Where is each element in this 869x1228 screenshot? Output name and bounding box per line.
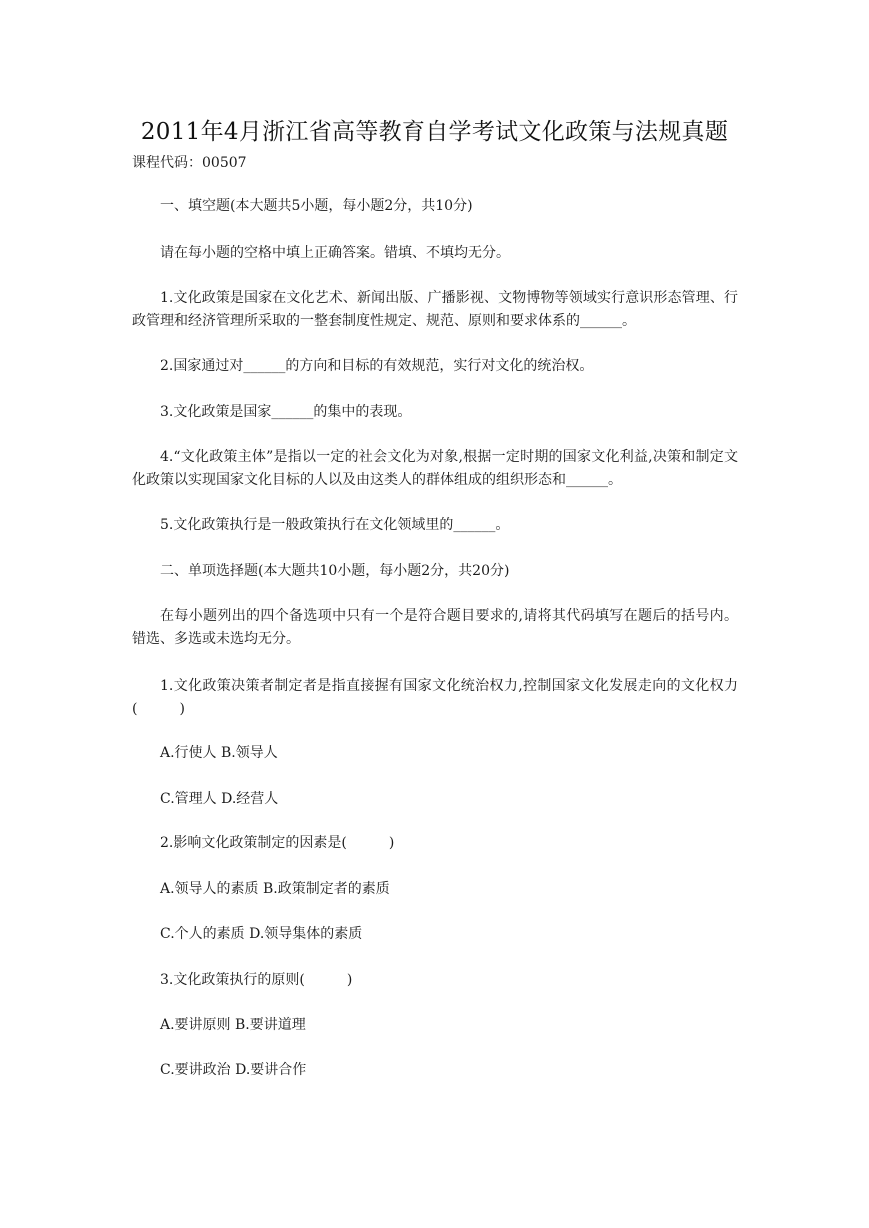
fill-question-2: 2.国家通过对______的方向和目标的有效规范，实行对文化的统治权。 [160, 358, 594, 374]
choice-question-2: 2.影响文化政策制定的因素是( ) [160, 835, 395, 851]
fill-question-5: 5.文化政策执行是一般政策执行在文化领域里的______。 [160, 517, 510, 533]
section2-heading: 二、单项选择题(本大题共10小题，每小题2分，共20分) [160, 563, 510, 579]
choice-question-1: 1.文化政策决策者制定者是指直接握有国家文化统治权力,控制国家文化发展走向的文化权力( ) [132, 678, 738, 717]
page-title: 2011年4月浙江省高等教育自学考试文化政策与法规真题 [140, 119, 729, 145]
choice-question-1-options-cd: C.管理人 D.经营人 [160, 791, 279, 807]
course-code: 课程代码：00507 [132, 155, 247, 171]
choice-question-3-options-ab: A.要讲原则 B.要讲道理 [160, 1017, 306, 1033]
fill-question-1: 1.文化政策是国家在文化艺术、新闻出版、广播影视、文物博物等领域实行意识形态管理、行政管理和经济管理所采取的一整套制度性规定、规范、原则和要求体系的______。 [132, 290, 738, 329]
section1-heading: 一、填空题(本大题共5小题，每小题2分，共10分) [160, 198, 473, 214]
fill-question-4: 4.“文化政策主体”是指以一定的社会文化为对象,根据一定时期的国家文化利益,决策和制定文化政策以实现国家文化目标的人以及由这类人的群体组成的组织形态和______。 [132, 449, 738, 488]
section1-instruction: 请在每小题的空格中填上正确答案。错填、不填均无分。 [160, 245, 510, 261]
section2-instruction: 在每小题列出的四个备选项中只有一个是符合题目要求的,请将其代码填写在题后的括号内。错选、多选或未选均无分。 [132, 608, 738, 647]
choice-question-1-options-ab: A.行使人 B.领导人 [160, 745, 278, 761]
choice-question-2-options-ab: A.领导人的素质 B.政策制定者的素质 [160, 881, 390, 897]
choice-question-2-options-cd: C.个人的素质 D.领导集体的素质 [160, 926, 363, 942]
fill-question-3: 3.文化政策是国家______的集中的表现。 [160, 404, 412, 420]
choice-question-3-options-cd: C.要讲政治 D.要讲合作 [160, 1062, 307, 1078]
choice-question-3: 3.文化政策执行的原则( ) [160, 972, 353, 988]
